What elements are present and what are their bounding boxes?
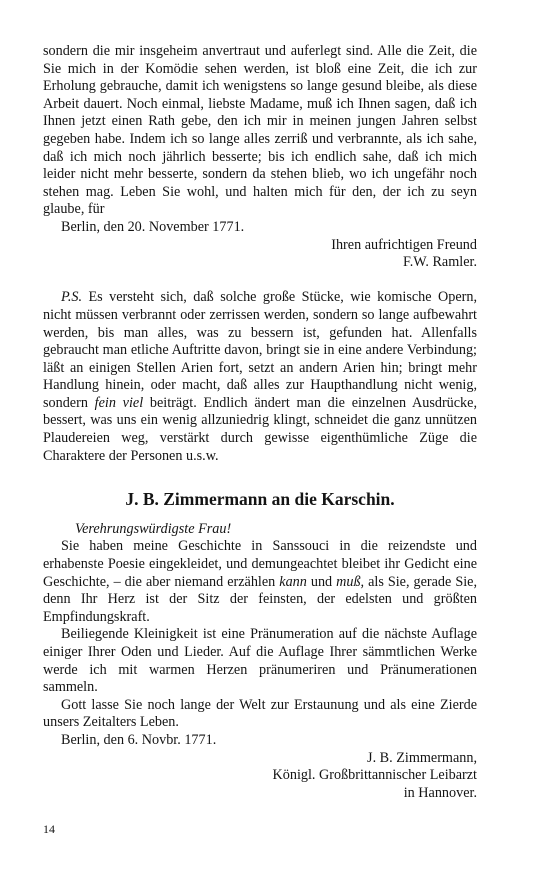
letter1-signature: F.W. Ramler.	[402, 254, 477, 271]
ps-text-2: beiträgt. Endlich ändert man die einzelnen Ausdrücke, bessert, was uns ein wenig allzuniedrig klingt, schneidet die ganz unnützen Plaudereien weg, verstärkt durch gewisse eigenthümliche Züge die Charaktere der Personen u.s.w.	[43, 394, 477, 464]
letter2-heading: J. B. Zimmermann an die Karschin.	[125, 489, 395, 510]
letter2-paragraph-3: Gott lasse Sie noch lange der Welt zur Erstaunung und als eine Zierde unsers Zeitalters Leben.	[43, 696, 477, 731]
page-content	[43, 43, 477, 802]
letter2-paragraph-1	[43, 538, 477, 626]
letter1-body: sondern die mir insgeheim anvertraut und auferlegt sind. Alle die Zeit, die Sie mich in der Komödie sehen werden, ist bloß eine Zeit, die ich zur Erholung gebrauche, damit ich wenigstens so lange gesund bleibe, als diese Arbeit dauert. Noch einmal, liebste Madame, muß ich Ihnen sagen, daß ich Ihnen jetzt einen Rath gebe, den ich mir in meinen jungen Jahren selbst gegeben habe. Indem ich so lange alles zerriß und verbrannte, als ich sahe, daß ich mich noch jährlich besserte; bis ich endlich sahe, daß ich mich leider nicht mehr besserte, sondern da stehen blieb, wo ich ungefähr noch stehen mag. Leben Sie wohl, und halten mich für den, der ich zu seyn glaube, für	[43, 43, 477, 218]
ps-emphasis: fein viel	[94, 394, 144, 411]
p1-text-3: als Sie, gerade Sie, denn Ihr Herz ist der Sitz der feinsten, der edelsten und größten Empfindungskraft.	[43, 573, 477, 625]
ps-text-1: Es versteht sich, daß solche große Stücke, wie komische Opern, nicht müssen verbrannt oder zerrissen werden, sondern so lange aufbewahrt werden, bis man alles, was zu bessern ist, gefunden hat. Allenfalls gebraucht man etliche Auftritte davon, bringt sie in eine andere Verbindung; läßt an einigen Stellen Arien fort, setzt an andern Arien hin; bringt mehr Handlung hinein, oder macht, daß alles zur Haupthandlung nicht wenig, sondern	[43, 289, 477, 411]
page-number: 14	[43, 822, 55, 836]
letter2-signature-name: J. B. Zimmermann,	[367, 749, 477, 766]
letter1-postscript	[43, 289, 477, 465]
letter1-date: Berlin, den 20. November 1771.	[61, 218, 245, 235]
letter1-closing: Ihren aufrichtigen Freund	[331, 236, 477, 253]
spacer	[43, 272, 477, 290]
p1-emphasis-1: kann	[279, 573, 307, 590]
ps-label: P.S.	[61, 289, 83, 306]
letter2-signature-place: in Hannover.	[403, 784, 477, 801]
p1-text-1: Sie haben meine Geschichte in Sanssouci in die reizendste und erhabenste Poesie eingekleidet, und demungeachtet bleibet ihr Gedicht eine Geschichte, – die aber niemand erzählen	[43, 538, 477, 590]
letter2-salutation: Verehrungswürdigste Frau!	[75, 520, 232, 537]
letter2-signature-title: Königl. Großbrittannischer Leibarzt	[272, 767, 477, 784]
letter2-paragraph-2: Beiliegende Kleinigkeit ist eine Pränumeration auf die nächste Auflage einiger Ihrer Oden und Lieder. Auf die Auflage Ihrer sämmtlichen Werke werde ich mit warmen Herzen pränumeriren und Pränumerationen sammeln.	[43, 626, 477, 696]
p1-text-2: und	[306, 573, 337, 590]
letter2-date: Berlin, den 6. Novbr. 1771.	[61, 731, 217, 748]
p1-emphasis-2: muß,	[336, 573, 365, 590]
